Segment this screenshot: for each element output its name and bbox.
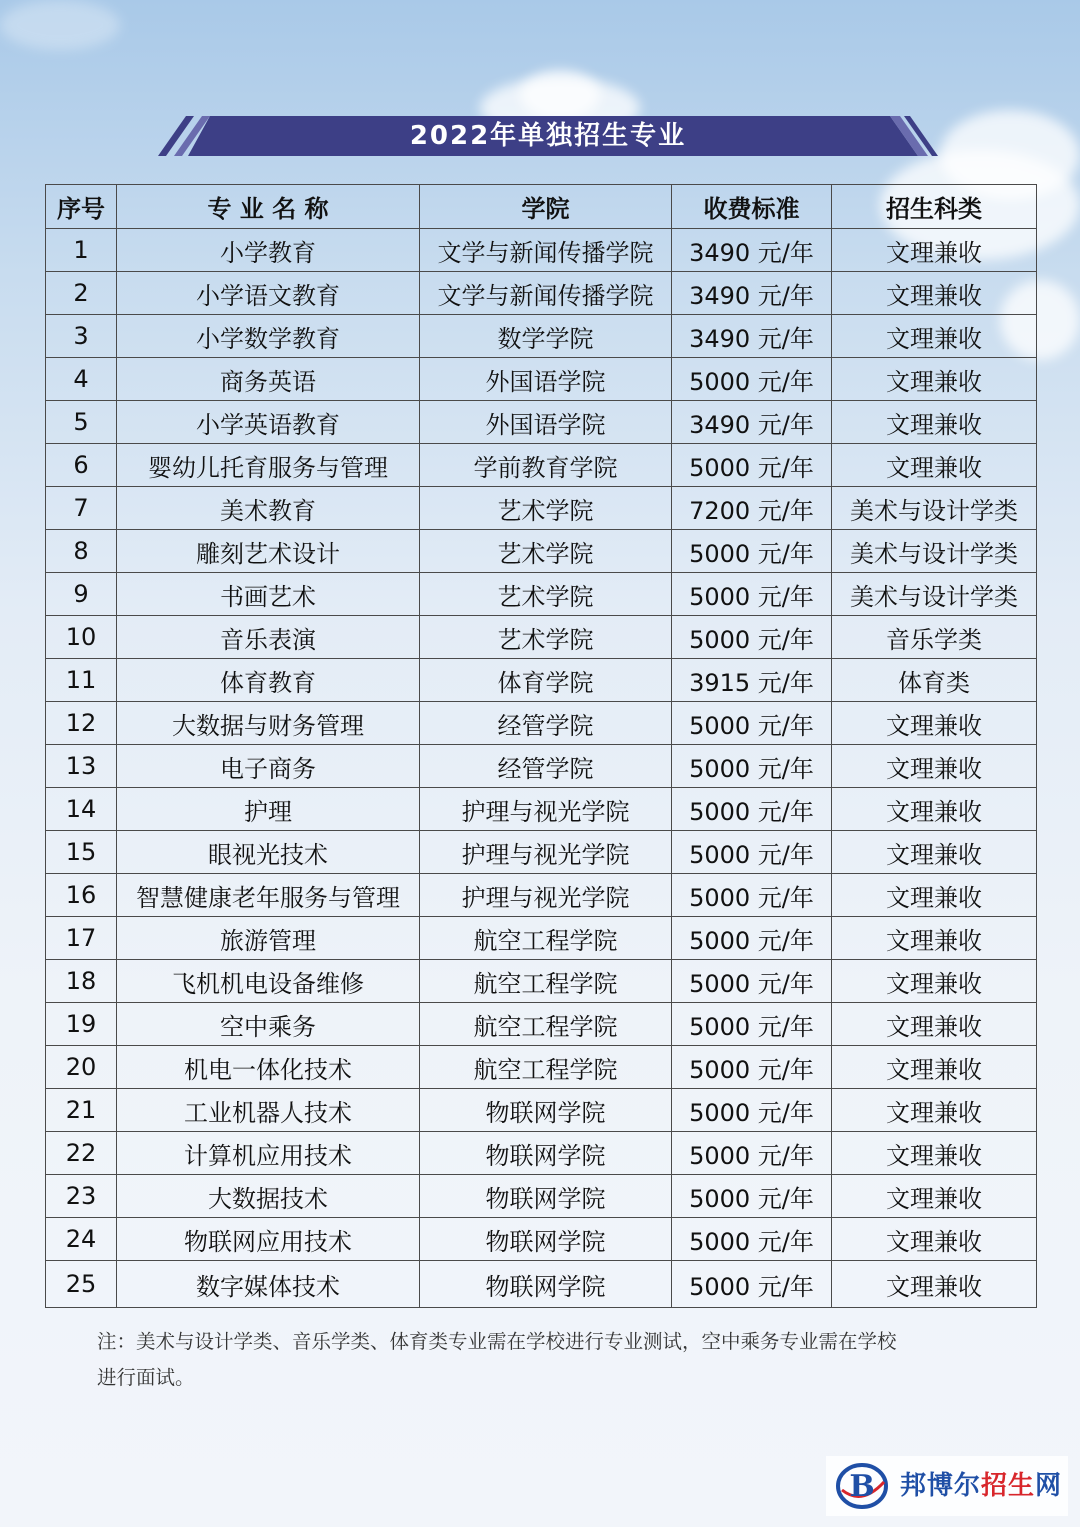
cell-category: 音乐学类 [832, 616, 1037, 659]
watermark-text-part: 邦博尔 [900, 1471, 982, 1501]
cell-index: 7 [46, 487, 117, 530]
watermark-text-part: 招生 [981, 1471, 1036, 1501]
cell-major: 电子商务 [117, 745, 420, 788]
cell-index: 18 [46, 960, 117, 1003]
cell-category: 文理兼收 [832, 745, 1037, 788]
table-row [46, 530, 1037, 573]
table-row [46, 616, 1037, 659]
majors-table [45, 184, 1037, 1308]
cell-fee: 5000 元/年 [672, 745, 832, 788]
cell-fee: 3490 元/年 [672, 401, 832, 444]
table-row [46, 874, 1037, 917]
watermark-text-part: 网 [1035, 1471, 1063, 1501]
cell-fee: 3490 元/年 [672, 272, 832, 315]
cell-fee: 3490 元/年 [672, 229, 832, 272]
cell-fee: 7200 元/年 [672, 487, 832, 530]
cell-category: 文理兼收 [832, 1261, 1037, 1308]
cell-major: 大数据与财务管理 [117, 702, 420, 745]
cell-major: 体育教育 [117, 659, 420, 702]
cell-index: 24 [46, 1218, 117, 1261]
cell-college: 外国语学院 [420, 401, 672, 444]
cell-major: 旅游管理 [117, 917, 420, 960]
cell-fee: 5000 元/年 [672, 1003, 832, 1046]
cell-index: 17 [46, 917, 117, 960]
table-row [46, 1089, 1037, 1132]
table-row [46, 745, 1037, 788]
cell-college: 文学与新闻传播学院 [420, 272, 672, 315]
cell-index: 2 [46, 272, 117, 315]
cell-fee: 5000 元/年 [672, 444, 832, 487]
cell-major: 空中乘务 [117, 1003, 420, 1046]
table-row [46, 487, 1037, 530]
cell-fee: 3915 元/年 [672, 659, 832, 702]
cell-college: 航空工程学院 [420, 1003, 672, 1046]
cell-college: 文学与新闻传播学院 [420, 229, 672, 272]
cell-college: 艺术学院 [420, 487, 672, 530]
svg-text:B: B [849, 1469, 875, 1504]
table-row [46, 960, 1037, 1003]
cell-category: 文理兼收 [832, 444, 1037, 487]
cloud [520, 70, 600, 120]
table-row [46, 401, 1037, 444]
cell-fee: 5000 元/年 [672, 702, 832, 745]
cell-fee: 5000 元/年 [672, 1132, 832, 1175]
cell-major: 商务英语 [117, 358, 420, 401]
column-header: 序号 [46, 185, 117, 229]
cell-category: 文理兼收 [832, 702, 1037, 745]
cell-college: 艺术学院 [420, 616, 672, 659]
cell-category: 体育类 [832, 659, 1037, 702]
table-row [46, 702, 1037, 745]
cell-category: 文理兼收 [832, 831, 1037, 874]
cell-major: 护理 [117, 788, 420, 831]
cell-category: 美术与设计学类 [832, 573, 1037, 616]
footnote-line-2: 进行面试。 [97, 1366, 195, 1389]
cell-college: 数学学院 [420, 315, 672, 358]
cell-major: 小学数学教育 [117, 315, 420, 358]
footnote [97, 1324, 997, 1396]
cell-index: 22 [46, 1132, 117, 1175]
cell-college: 经管学院 [420, 702, 672, 745]
cell-major: 机电一体化技术 [117, 1046, 420, 1089]
cell-college: 航空工程学院 [420, 1046, 672, 1089]
cell-index: 4 [46, 358, 117, 401]
table-row [46, 1003, 1037, 1046]
cell-index: 21 [46, 1089, 117, 1132]
cell-college: 学前教育学院 [420, 444, 672, 487]
cell-index: 15 [46, 831, 117, 874]
cell-index: 13 [46, 745, 117, 788]
cell-category: 文理兼收 [832, 358, 1037, 401]
cell-category: 文理兼收 [832, 401, 1037, 444]
cell-major: 智慧健康老年服务与管理 [117, 874, 420, 917]
cell-major: 音乐表演 [117, 616, 420, 659]
table-header-row [46, 185, 1037, 229]
cell-fee: 5000 元/年 [672, 1089, 832, 1132]
cell-index: 16 [46, 874, 117, 917]
table-row [46, 659, 1037, 702]
cell-index: 9 [46, 573, 117, 616]
cell-major: 计算机应用技术 [117, 1132, 420, 1175]
cell-college: 经管学院 [420, 745, 672, 788]
cell-index: 6 [46, 444, 117, 487]
cell-category: 文理兼收 [832, 1003, 1037, 1046]
watermark-text [900, 1456, 1062, 1516]
watermark-logo [826, 1456, 1068, 1516]
table-row [46, 1218, 1037, 1261]
cell-index: 12 [46, 702, 117, 745]
cell-fee: 5000 元/年 [672, 358, 832, 401]
cell-index: 11 [46, 659, 117, 702]
cell-index: 19 [46, 1003, 117, 1046]
cell-college: 物联网学院 [420, 1089, 672, 1132]
cell-index: 8 [46, 530, 117, 573]
cell-category: 文理兼收 [832, 1218, 1037, 1261]
cell-major: 小学英语教育 [117, 401, 420, 444]
cell-category: 美术与设计学类 [832, 530, 1037, 573]
cell-fee: 5000 元/年 [672, 573, 832, 616]
cell-college: 航空工程学院 [420, 960, 672, 1003]
cell-college: 物联网学院 [420, 1132, 672, 1175]
table-body [46, 229, 1037, 1308]
cell-category: 美术与设计学类 [832, 487, 1037, 530]
cell-college: 护理与视光学院 [420, 788, 672, 831]
cell-category: 文理兼收 [832, 960, 1037, 1003]
table-row [46, 917, 1037, 960]
cell-major: 婴幼儿托育服务与管理 [117, 444, 420, 487]
cell-fee: 5000 元/年 [672, 917, 832, 960]
cell-index: 5 [46, 401, 117, 444]
cell-college: 物联网学院 [420, 1218, 672, 1261]
cell-index: 3 [46, 315, 117, 358]
cell-major: 工业机器人技术 [117, 1089, 420, 1132]
cell-category: 文理兼收 [832, 1175, 1037, 1218]
cell-index: 14 [46, 788, 117, 831]
cell-fee: 3490 元/年 [672, 315, 832, 358]
table-row [46, 272, 1037, 315]
cell-college: 物联网学院 [420, 1261, 672, 1308]
cell-college: 护理与视光学院 [420, 831, 672, 874]
cell-college: 体育学院 [420, 659, 672, 702]
cell-college: 外国语学院 [420, 358, 672, 401]
cell-index: 25 [46, 1261, 117, 1308]
cell-index: 20 [46, 1046, 117, 1089]
title-banner [158, 116, 938, 156]
table-row [46, 788, 1037, 831]
cell-college: 物联网学院 [420, 1175, 672, 1218]
cell-major: 美术教育 [117, 487, 420, 530]
cell-category: 文理兼收 [832, 917, 1037, 960]
table-row [46, 831, 1037, 874]
cell-major: 物联网应用技术 [117, 1218, 420, 1261]
cell-category: 文理兼收 [832, 1046, 1037, 1089]
cell-major: 书画艺术 [117, 573, 420, 616]
cell-index: 10 [46, 616, 117, 659]
cell-major: 雕刻艺术设计 [117, 530, 420, 573]
cell-fee: 5000 元/年 [672, 1046, 832, 1089]
cell-major: 小学语文教育 [117, 272, 420, 315]
table-row [46, 1132, 1037, 1175]
table-row [46, 573, 1037, 616]
cell-category: 文理兼收 [832, 1089, 1037, 1132]
table-row [46, 444, 1037, 487]
cell-major: 眼视光技术 [117, 831, 420, 874]
cell-major: 小学教育 [117, 229, 420, 272]
b-logo-icon [836, 1460, 888, 1512]
cell-fee: 5000 元/年 [672, 960, 832, 1003]
cell-fee: 5000 元/年 [672, 788, 832, 831]
cell-college: 护理与视光学院 [420, 874, 672, 917]
cell-major: 飞机机电设备维修 [117, 960, 420, 1003]
table-row [46, 1046, 1037, 1089]
column-header: 收费标准 [672, 185, 832, 229]
cell-category: 文理兼收 [832, 315, 1037, 358]
column-header: 专 业 名 称 [117, 185, 420, 229]
cell-fee: 5000 元/年 [672, 1175, 832, 1218]
cell-category: 文理兼收 [832, 874, 1037, 917]
cell-index: 1 [46, 229, 117, 272]
cell-college: 艺术学院 [420, 573, 672, 616]
cell-college: 艺术学院 [420, 530, 672, 573]
cell-index: 23 [46, 1175, 117, 1218]
cloud [0, 0, 120, 50]
table-row [46, 1261, 1037, 1308]
column-header: 学院 [420, 185, 672, 229]
cell-category: 文理兼收 [832, 229, 1037, 272]
cell-fee: 5000 元/年 [672, 1218, 832, 1261]
cell-fee: 5000 元/年 [672, 1261, 832, 1308]
table-row [46, 358, 1037, 401]
cell-college: 航空工程学院 [420, 917, 672, 960]
footnote-line-1: 注：美术与设计学类、音乐学类、体育类专业需在学校进行专业测试，空中乘务专业需在学校 [97, 1330, 897, 1353]
cell-major: 大数据技术 [117, 1175, 420, 1218]
column-header: 招生科类 [832, 185, 1037, 229]
cell-category: 文理兼收 [832, 1132, 1037, 1175]
cell-fee: 5000 元/年 [672, 874, 832, 917]
cell-fee: 5000 元/年 [672, 831, 832, 874]
cell-fee: 5000 元/年 [672, 530, 832, 573]
cell-major: 数字媒体技术 [117, 1261, 420, 1308]
cell-fee: 5000 元/年 [672, 616, 832, 659]
table-row [46, 229, 1037, 272]
table-row [46, 1175, 1037, 1218]
cell-category: 文理兼收 [832, 272, 1037, 315]
table-row [46, 315, 1037, 358]
page-title: 2022年单独招生专业 [409, 121, 687, 151]
cell-category: 文理兼收 [832, 788, 1037, 831]
